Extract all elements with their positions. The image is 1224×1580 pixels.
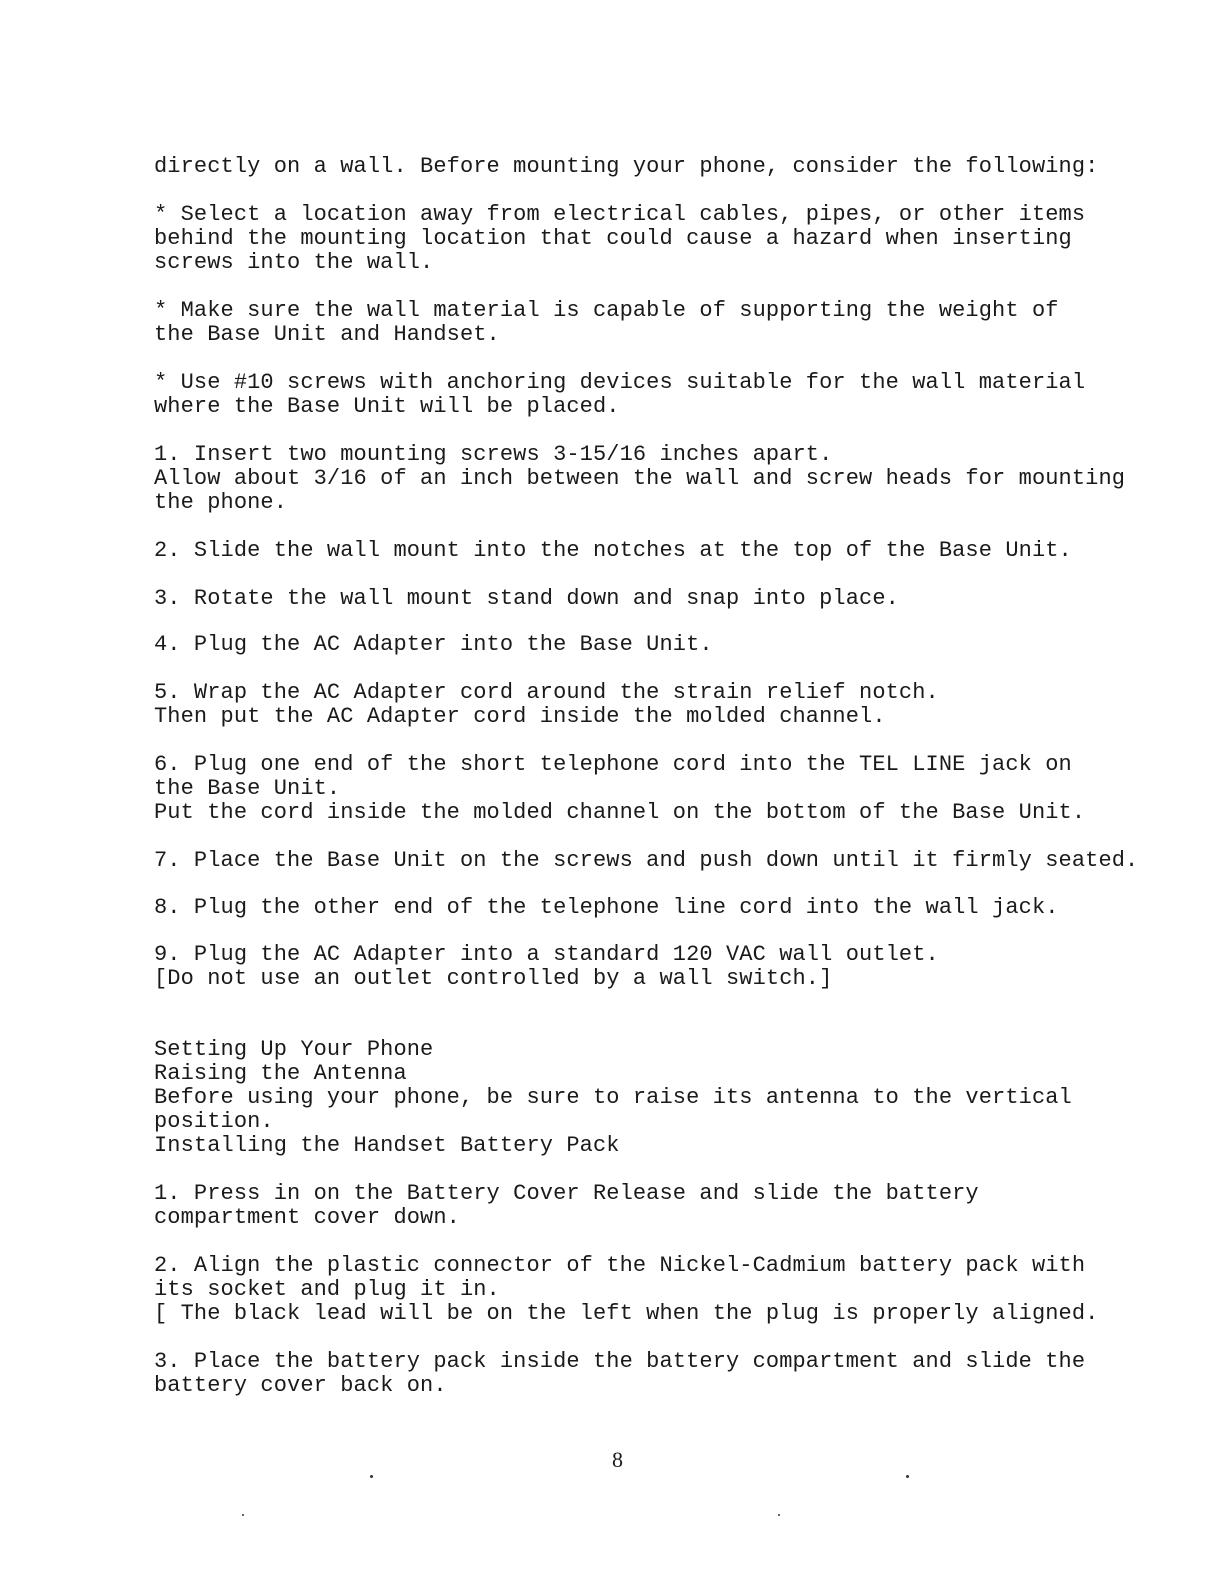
page-number: 8 (612, 1447, 623, 1472)
text-line: compartment cover down. (154, 1205, 460, 1230)
text-line: Put the cord inside the molded channel on the bottom of the Base Unit. (154, 800, 1086, 825)
text-line: where the Base Unit will be placed. (154, 394, 620, 419)
text-line: 3. Place the battery pack inside the battery compartment and slide the (154, 1349, 1086, 1374)
section-heading: Setting Up Your Phone (154, 1037, 434, 1062)
text-line: directly on a wall. Before mounting your phone, consider the following: (154, 154, 1099, 179)
sub-heading: Installing the Handset Battery Pack (154, 1133, 620, 1158)
text-line: 9. Plug the AC Adapter into a standard 120 VAC wall outlet. (154, 942, 939, 967)
text-line: 2. Align the plastic connector of the Nickel-Cadmium battery pack with (154, 1253, 1086, 1278)
scan-speck (370, 1475, 373, 1478)
scan-speck (242, 1514, 244, 1516)
scan-speck (778, 1514, 780, 1516)
text-line: the phone. (154, 490, 288, 515)
sub-heading: Raising the Antenna (154, 1061, 407, 1086)
text-line: screws into the wall. (154, 250, 434, 275)
text-line: the Base Unit and Handset. (154, 322, 500, 347)
text-line: 2. Slide the wall mount into the notches at the top of the Base Unit. (154, 538, 1072, 563)
text-line: the Base Unit. (154, 776, 341, 801)
text-line: battery cover back on. (154, 1373, 447, 1398)
text-line: 1. Press in on the Battery Cover Release and slide the battery (154, 1181, 979, 1206)
text-line: position. (154, 1109, 274, 1134)
text-line: Allow about 3/16 of an inch between the wall and screw heads for mounting (154, 466, 1126, 491)
text-line: * Make sure the wall material is capable of supporting the weight of (154, 298, 1059, 323)
text-line: behind the mounting location that could cause a hazard when inserting (154, 226, 1072, 251)
text-line: 7. Place the Base Unit on the screws and push down until it firmly seated. (154, 848, 1139, 873)
text-line: its socket and plug it in. (154, 1277, 500, 1302)
text-line: 1. Insert two mounting screws 3-15/16 inches apart. (154, 442, 833, 467)
text-line: 3. Rotate the wall mount stand down and snap into place. (154, 586, 899, 611)
text-line: [ The black lead will be on the left when the plug is properly aligned. (154, 1301, 1099, 1326)
text-line: * Use #10 screws with anchoring devices suitable for the wall material (154, 370, 1086, 395)
text-line: Then put the AC Adapter cord inside the molded channel. (154, 704, 886, 729)
text-line: * Select a location away from electrical cables, pipes, or other items (154, 202, 1086, 227)
text-line: 8. Plug the other end of the telephone line cord into the wall jack. (154, 895, 1059, 920)
text-line: [Do not use an outlet controlled by a wall switch.] (154, 966, 833, 991)
scan-speck (906, 1475, 909, 1478)
text-line: 5. Wrap the AC Adapter cord around the strain relief notch. (154, 680, 939, 705)
text-line: 4. Plug the AC Adapter into the Base Unit. (154, 632, 713, 657)
text-line: Before using your phone, be sure to raise its antenna to the vertical (154, 1085, 1072, 1110)
text-line: 6. Plug one end of the short telephone cord into the TEL LINE jack on (154, 752, 1072, 777)
